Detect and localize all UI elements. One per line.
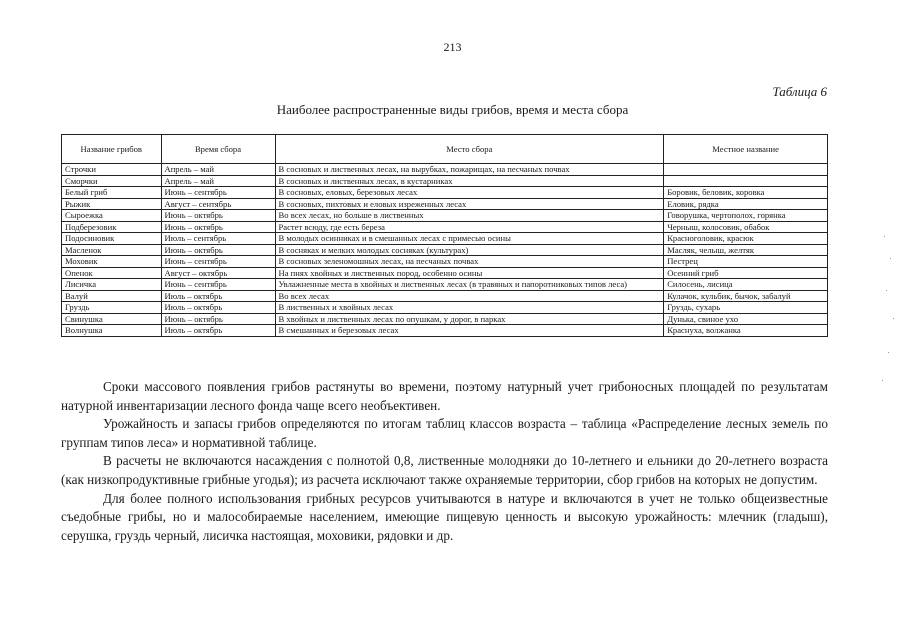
cell-place: В сосновых и лиственных лесах, на вырубках, пожарищах, на песчаных почвах: [275, 164, 664, 176]
table-row: [62, 198, 828, 210]
scan-speck: [882, 380, 883, 381]
cell-local-name: Кулачок, кульбик, бычок, забалуй: [664, 290, 828, 302]
table-row: [62, 164, 828, 176]
cell-time: Июль – октябрь: [161, 325, 275, 337]
cell-time: Июль – сентябрь: [161, 233, 275, 245]
table-row: [62, 221, 828, 233]
table-row: [62, 279, 828, 291]
cell-local-name: Черныш, колосовик, обабок: [664, 221, 828, 233]
cell-local-name: Дунька, свиное ухо: [664, 313, 828, 325]
table-body: [62, 164, 828, 337]
cell-place: Растет всюду, где есть береза: [275, 221, 664, 233]
cell-place: В молодых осинниках и в смешанных лесах с примесью осины: [275, 233, 664, 245]
cell-time: Июнь – сентябрь: [161, 187, 275, 199]
cell-place: В сосновых, еловых, березовых лесах: [275, 187, 664, 199]
cell-name: Строчки: [62, 164, 162, 176]
cell-local-name: [664, 164, 828, 176]
header-local-name: Местное название: [664, 135, 828, 164]
header-time: Время сбора: [161, 135, 275, 164]
scan-speck: [893, 318, 894, 319]
table-header-row: [62, 135, 828, 164]
cell-place: В сосновых зеленомошных лесах, на песчаных почвах: [275, 256, 664, 268]
cell-local-name: Еловик, рядка: [664, 198, 828, 210]
table-row: [62, 290, 828, 302]
cell-place: Во всех лесах, но больше в лиственных: [275, 210, 664, 222]
paragraph: Для более полного использования грибных ресурсов учитываются в натуре и включаются в учет не только общеизвестные съедобные грибы, но и малособираемые населением, имеющие пищевую ценность и высокую урожайность: млечник (гладыш), серушка, груздь черный, лисичка настоящая, моховики, рядовки и др.: [61, 490, 828, 543]
table-row: [62, 302, 828, 314]
cell-time: Июнь – октябрь: [161, 210, 275, 222]
cell-time: Август – октябрь: [161, 267, 275, 279]
cell-time: Август – сентябрь: [161, 198, 275, 210]
mushroom-table: [61, 134, 828, 337]
header-place: Место сбора: [275, 135, 664, 164]
cell-local-name: Осенний гриб: [664, 267, 828, 279]
cell-time: Апрель – май: [161, 164, 275, 176]
table-row: [62, 325, 828, 337]
paragraph: Сроки массового появления грибов растянуты во времени, поэтому натурный учет грибоносных площадей по результатам натурной инвентаризации лесного фонда чаще всего необъективен.: [61, 379, 828, 413]
table-row: [62, 244, 828, 256]
cell-local-name: Груздь, сухарь: [664, 302, 828, 314]
table-row: [62, 210, 828, 222]
cell-place: В сосновых, пихтовых и еловых изреженных лесах: [275, 198, 664, 210]
cell-place: На пнях хвойных и лиственных пород, особенно осины: [275, 267, 664, 279]
cell-time: Июнь – октябрь: [161, 221, 275, 233]
scan-speck: [886, 290, 887, 291]
cell-local-name: Говорушка, чертополох, горянка: [664, 210, 828, 222]
cell-name: Сморчки: [62, 175, 162, 187]
paragraph: Урожайность и запасы грибов определяются по итогам таблиц классов возраста – таблица «Распределение лесных земель по группам типов леса» и нормативной таблице.: [61, 416, 828, 450]
cell-time: Июнь – сентябрь: [161, 256, 275, 268]
table-row: [62, 267, 828, 279]
table-row: [62, 187, 828, 199]
table-row: [62, 233, 828, 245]
cell-local-name: Боровик, беловик, коровка: [664, 187, 828, 199]
header-name: Название грибов: [62, 135, 162, 164]
cell-place: В сосновых и лиственных лесах, в кустарниках: [275, 175, 664, 187]
cell-name: Масленок: [62, 244, 162, 256]
cell-place: В хвойных и лиственных лесах по опушкам, у дорог, в парках: [275, 313, 664, 325]
cell-local-name: Пестрец: [664, 256, 828, 268]
cell-local-name: Красноголовик, красюк: [664, 233, 828, 245]
cell-place: Увлажненные места в хвойных и лиственных лесах (в травяных и папоротниковых типов леса): [275, 279, 664, 291]
page-number: 213: [443, 40, 462, 54]
table-title: Наиболее распространенные виды грибов, время и места сбора: [276, 102, 629, 117]
scan-speck: [884, 236, 885, 237]
cell-name: Подберезовик: [62, 221, 162, 233]
scan-speck: [888, 352, 889, 353]
cell-time: Июль – октябрь: [161, 302, 275, 314]
table-row: [62, 256, 828, 268]
cell-name: Подосиновик: [62, 233, 162, 245]
cell-name: Опенок: [62, 267, 162, 279]
cell-name: Волнушка: [62, 325, 162, 337]
cell-name: Свинушка: [62, 313, 162, 325]
cell-local-name: Силосень, лисица: [664, 279, 828, 291]
paragraph: В расчеты не включаются насаждения с полнотой 0,8, лиственные молодняки до 10-летнего и ельники до 20-летнего возраста (как низкопродуктивные грибные угодья); из расчета исключают также охраняемые территории, сбор грибов на которых не допустим.: [61, 453, 828, 487]
table-caption: Таблица 6: [772, 84, 827, 99]
cell-local-name: [664, 175, 828, 187]
cell-name: Груздь: [62, 302, 162, 314]
cell-place: В сосняках и мелких молодых сосняках (культурах): [275, 244, 664, 256]
cell-local-name: Масляк, челыш, желтяк: [664, 244, 828, 256]
cell-time: Июль – октябрь: [161, 290, 275, 302]
cell-time: Июнь – октябрь: [161, 244, 275, 256]
table-row: [62, 313, 828, 325]
cell-name: Белый гриб: [62, 187, 162, 199]
body-text: [61, 378, 828, 545]
cell-place: Во всех лесах: [275, 290, 664, 302]
cell-time: Июнь – сентябрь: [161, 279, 275, 291]
cell-local-name: Краснуха, волжанка: [664, 325, 828, 337]
cell-name: Валуй: [62, 290, 162, 302]
cell-name: Сыроежка: [62, 210, 162, 222]
cell-name: Моховик: [62, 256, 162, 268]
cell-place: В лиственных и хвойных лесах: [275, 302, 664, 314]
scan-speck: [890, 258, 891, 259]
cell-place: В смешанных и березовых лесах: [275, 325, 664, 337]
table-row: [62, 175, 828, 187]
cell-name: Лисичка: [62, 279, 162, 291]
cell-time: Апрель – май: [161, 175, 275, 187]
cell-time: Июнь – октябрь: [161, 313, 275, 325]
cell-name: Рыжик: [62, 198, 162, 210]
